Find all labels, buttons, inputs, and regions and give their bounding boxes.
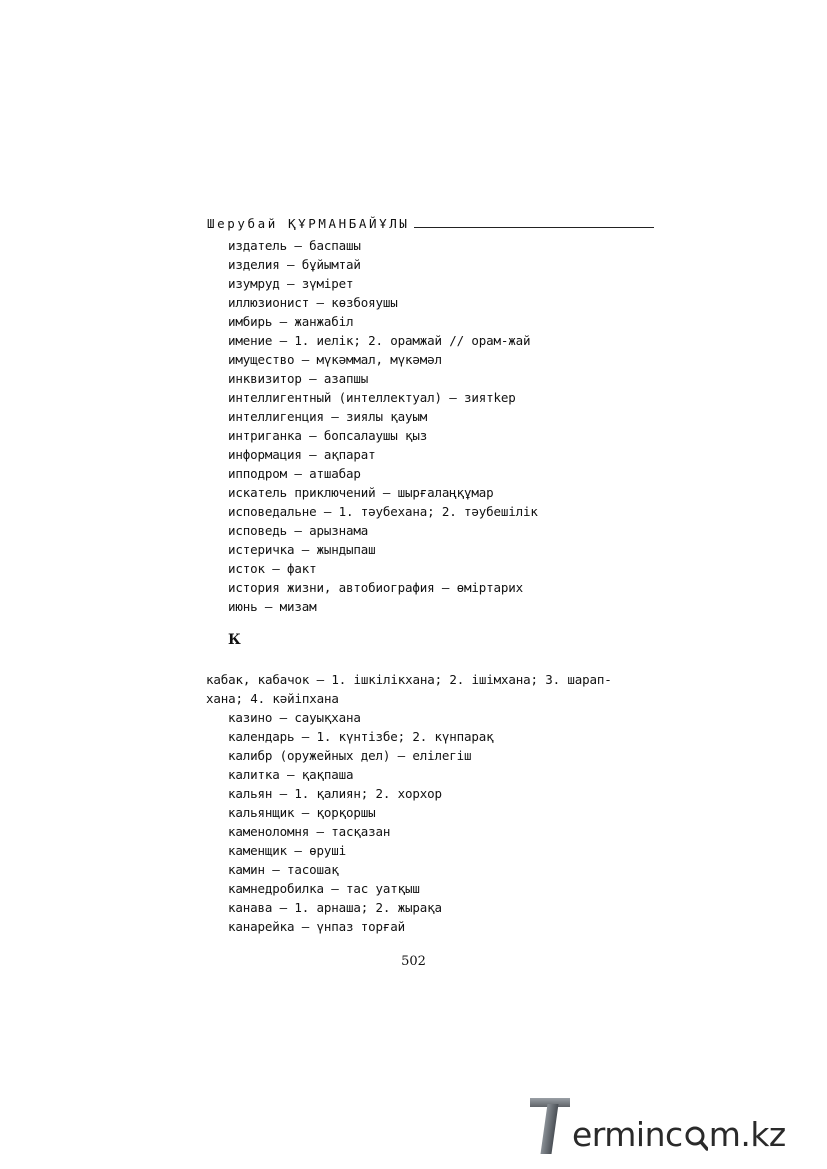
- dictionary-entry: изумруд – зүмірет: [228, 276, 354, 291]
- dictionary-entry: интриганка – бопсалаушы қыз: [228, 428, 428, 443]
- running-head-author: Шерубай ҚҰРМАНБАЙҰЛЫ: [207, 216, 410, 231]
- magnifier-icon: [684, 1123, 708, 1147]
- logo-text-part3: m.kz: [708, 1115, 786, 1154]
- dictionary-entry: ипподром – атшабар: [228, 466, 361, 481]
- dictionary-entry: камин – тасошақ: [228, 862, 339, 877]
- dictionary-entry: издатель – баспашы: [228, 238, 361, 253]
- dictionary-entry: канава – 1. арнаша; 2. жырақа: [228, 900, 442, 915]
- dictionary-entry: иллюзионист – көзбояушы: [228, 295, 398, 310]
- dictionary-entry: исток – факт: [228, 561, 317, 576]
- dictionary-entry: интеллигентный (интеллектуал) – зиятkер: [228, 390, 516, 405]
- dictionary-entry: хана; 4. кәйіпхана: [206, 691, 339, 706]
- logo-text-part2: c: [665, 1115, 683, 1154]
- running-head: [207, 212, 654, 232]
- dictionary-entry: интеллигенция – зиялы қауым: [228, 409, 428, 424]
- dictionary-entry: искатель приключений – шырғалаңқұмар: [228, 485, 494, 500]
- termincom-logo: [530, 1098, 820, 1154]
- dictionary-entry: исповедальне – 1. тәубехана; 2. тәубешілік: [228, 504, 538, 519]
- running-head-rule: [414, 227, 654, 228]
- dictionary-entry: калибр (оружейных дел) – елілегіш: [228, 748, 472, 763]
- dictionary-entry: июнь – мизам: [228, 599, 317, 614]
- logo-text-part1: ermin: [572, 1115, 666, 1154]
- dictionary-entry: кальян – 1. қалиян; 2. хорхор: [228, 786, 442, 801]
- entries-list-i: [228, 236, 668, 616]
- dictionary-entry: изделия – бұйымтай: [228, 257, 361, 272]
- page-number: 502: [401, 954, 426, 969]
- dictionary-entry: исповедь – арызнама: [228, 523, 369, 538]
- logo-t-mark-icon: [530, 1098, 570, 1154]
- dictionary-entry: информация – ақпарат: [228, 447, 376, 462]
- entries-list-k: [206, 670, 668, 936]
- dictionary-entry: каменоломня – тасқазан: [228, 824, 391, 839]
- dictionary-entry: кальянщик – қорқоршы: [228, 805, 376, 820]
- dictionary-entry: инквизитор – азапшы: [228, 371, 369, 386]
- dictionary-entry: каменщик – өруші: [228, 843, 347, 858]
- section-letter: К: [228, 632, 241, 648]
- dictionary-entry: имбирь – жанжабіл: [228, 314, 354, 329]
- dictionary-entry: имущество – мүкәммал, мүкәмәл: [228, 352, 442, 367]
- dictionary-entry: канарейка – үнпаз торғай: [228, 919, 406, 934]
- dictionary-entry: камнедробилка – тас уатқыш: [228, 881, 420, 896]
- dictionary-entry: календарь – 1. күнтізбе; 2. күнпарақ: [228, 729, 494, 744]
- dictionary-entry: казино – сауықхана: [228, 710, 361, 725]
- dictionary-entry: имение – 1. иелік; 2. орамжай // орам-жай: [228, 333, 531, 348]
- dictionary-entry: калитка – қақпаша: [228, 767, 354, 782]
- dictionary-entry: кабак, кабачок – 1. ішкілікхана; 2. ішімхана; 3. шарап-: [206, 672, 612, 687]
- logo-wordmark: [572, 1116, 786, 1154]
- dictionary-entry: истеричка – жындыпаш: [228, 542, 376, 557]
- dictionary-entry: история жизни, автобиография – өміртарих: [228, 580, 524, 595]
